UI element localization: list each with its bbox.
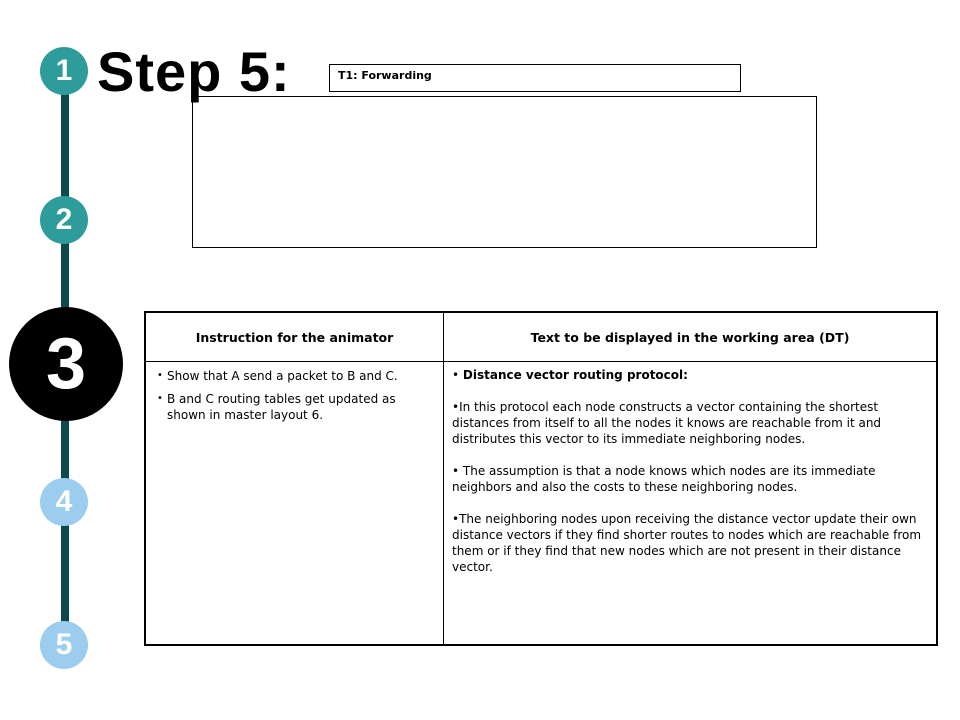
step-1-marker[interactable]: 1 [40, 47, 88, 95]
step-4-marker[interactable]: 4 [40, 478, 88, 526]
dt-heading-item: • Distance vector routing protocol: [452, 368, 688, 382]
list-item: • B and C routing tables get updated as shown in master layout 6. [167, 391, 428, 423]
list-item: • Show that A send a packet to B and C. [167, 368, 428, 384]
table-row [145, 362, 937, 646]
instruction-column-header: Instruction for the animator [145, 312, 444, 362]
table-header-row [145, 312, 937, 362]
instruction-list [147, 363, 442, 423]
dt-paragraph: •The neighboring nodes upon receiving the distance vector update their own distance vectors if they find shorter routes to nodes which are reachable from them or if they find that new nodes which are not present in their distance vector. [452, 512, 922, 574]
display-text-column-header: Text to be displayed in the working area (DT) [444, 312, 938, 362]
step-2-marker[interactable]: 2 [40, 196, 88, 244]
display-text-cell [444, 362, 938, 646]
step-5-marker[interactable]: 5 [40, 621, 88, 669]
blank-working-area [192, 96, 817, 248]
instruction-cell [145, 362, 444, 646]
dt-heading: Distance vector routing protocol: [462, 368, 688, 382]
topic-label: T1: Forwarding [329, 64, 741, 92]
step-title: Step 5: [97, 40, 291, 103]
storyboard-table [144, 311, 938, 646]
step-3-marker-current[interactable]: 3 [9, 307, 123, 421]
dt-paragraph: •In this protocol each node constructs a vector containing the shortest distances from itself to all the nodes it knows are reachable from it and distributes this vector to its immediate neighboring nodes. [452, 400, 882, 446]
dt-paragraph: • The assumption is that a node knows which nodes are its immediate neighbors and also the costs to these neighboring nodes. [452, 464, 876, 494]
